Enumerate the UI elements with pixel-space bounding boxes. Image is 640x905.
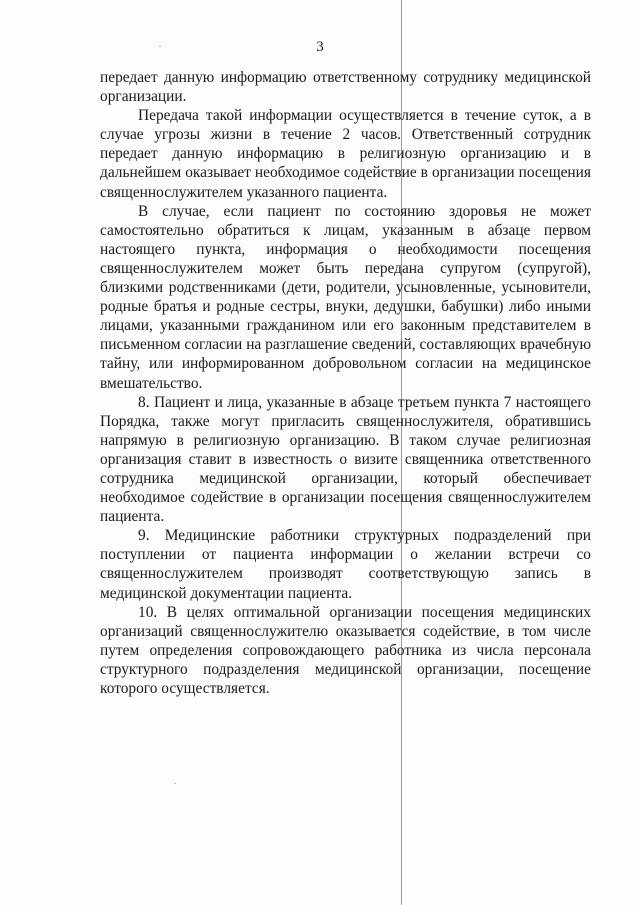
document-body bbox=[100, 68, 591, 698]
paragraph-continuation: передает данную информацию ответственному сотруднику медицинской организации. bbox=[100, 69, 591, 106]
paragraph-item-9: 9. Медицинские работники структурных подразделений при поступлении от пациента информации о желании встречи со священнослужителем производят соответствующую запись в медицинской документации пациента. bbox=[100, 527, 591, 602]
paragraph-item-8: 8. Пациент и лица, указанные в абзаце третьем пункта 7 настоящего Порядка, также могут пригласить священнослужителя, обратившись напрямую в религиозную организацию. В таком случае религиозная организация ставит в известность о визите священника ответственного сотрудника медицинской организации, который обеспечивает необходимое содействие в организации посещения священнослужителем пациента. bbox=[100, 393, 591, 526]
paragraph-transfer-deadline: Передача такой информации осуществляется в течение суток, а в случае угрозы жизни в течение 2 часов. Ответственный сотрудник передает данную информацию в религиозную организацию и в дальнейшем оказывает необходимое содействие в организации посещения священнослужителем указанного пациента. bbox=[100, 107, 591, 201]
paragraph-relatives-notice: В случае, если пациент по состоянию здоровья не может самостоятельно обратиться к лицам, указанным в абзаце первом настоящего пункта, информация о необходимости посещения священнослужителем может быть передана супругом (супругой), близкими родственниками (дети, родители, усыновленные, усыновители, родные братья и родные сестры, внуки, дедушки, бабушки) либо иными лицами, указанными гражданином или его законным представителем в письменном согласии на разглашение сведений, составляющих врачебную тайну, или информированном добровольном согласии на медицинское вмешательство. bbox=[100, 202, 591, 392]
page-number: 3 bbox=[316, 39, 324, 55]
paragraph-item-10: 10. В целях оптимальной организации посещения медицинских организаций священнослужителю оказывается содействие, в том числе путем определения сопровождающего работника из числа персонала структурного подразделения медицинской организации, посещение которого осуществляется. bbox=[100, 603, 591, 697]
scan-speck bbox=[174, 783, 176, 784]
